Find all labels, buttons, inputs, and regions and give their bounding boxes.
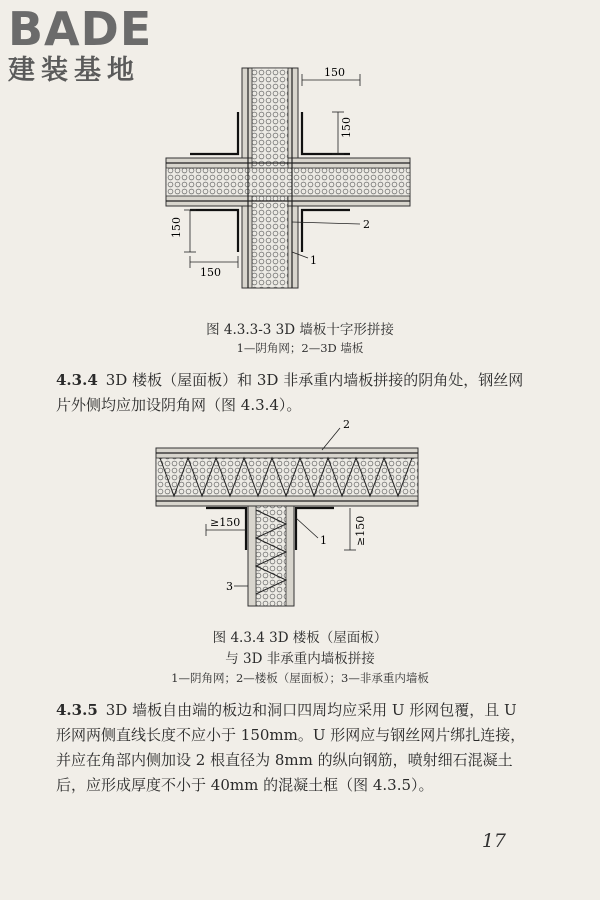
dim-left: 150 (170, 217, 183, 238)
logo-subtitle: 建装基地 (8, 55, 140, 86)
section-4-3-4 (56, 368, 536, 418)
label-1: 1 (310, 254, 317, 267)
figure-floor-wall-drawing (150, 418, 430, 614)
label-2: 2 (343, 418, 350, 431)
figure-2-caption-line2: 与 3D 非承重内墙板拼接 (225, 651, 375, 667)
label-3: 3 (226, 580, 233, 593)
section-number: 4.3.4 (56, 371, 98, 389)
page-number: 17 (481, 830, 506, 852)
figure-2-caption-line1: 图 4.3.4 3D 楼板（屋面板） (212, 630, 388, 646)
label-2: 2 (363, 218, 370, 231)
section-number: 4.3.5 (56, 701, 98, 719)
dim-vertical: ≥150 (354, 515, 367, 546)
bade-logo (8, 2, 153, 88)
figure-2-legend: 1—阴角网；2—楼板（屋面板）；3—非承重内墙板 (171, 671, 429, 685)
dim-bottom-left: 150 (200, 266, 221, 279)
dim-top: 150 (324, 66, 345, 79)
section-text: 3D 楼板（屋面板）和 3D 非承重内墙板拼接的阴角处，钢丝网片外侧均应加设阴角网（图 4.3.4）。 (56, 371, 524, 414)
figure-1-legend: 1—阴角网；2—3D 墙板 (236, 341, 364, 355)
logo-brand: BADE (8, 2, 153, 56)
dim-horizontal: ≥150 (210, 516, 241, 529)
dim-right: 150 (340, 117, 353, 138)
wall-foam-core-horizontal (166, 168, 410, 196)
section-4-3-5 (56, 698, 536, 798)
figure-1-caption: 图 4.3.3-3 3D 墙板十字形拼接 (206, 322, 394, 338)
figure-cross-joint-drawing (160, 62, 420, 298)
section-text: 3D 墙板自由端的板边和洞口四周均应采用 U 形网包覆，且 U 形网两侧直线长度不应小于 150mm。U 形网应与钢丝网片绑扎连接，并应在角部内侧加设 2 根直径为 8mm 的纵向钢筋，喷射细石混凝土后，应形成厚度不小于 40mm 的混凝土框（图 4.3.5）。 (56, 701, 526, 794)
label-1: 1 (320, 534, 327, 547)
